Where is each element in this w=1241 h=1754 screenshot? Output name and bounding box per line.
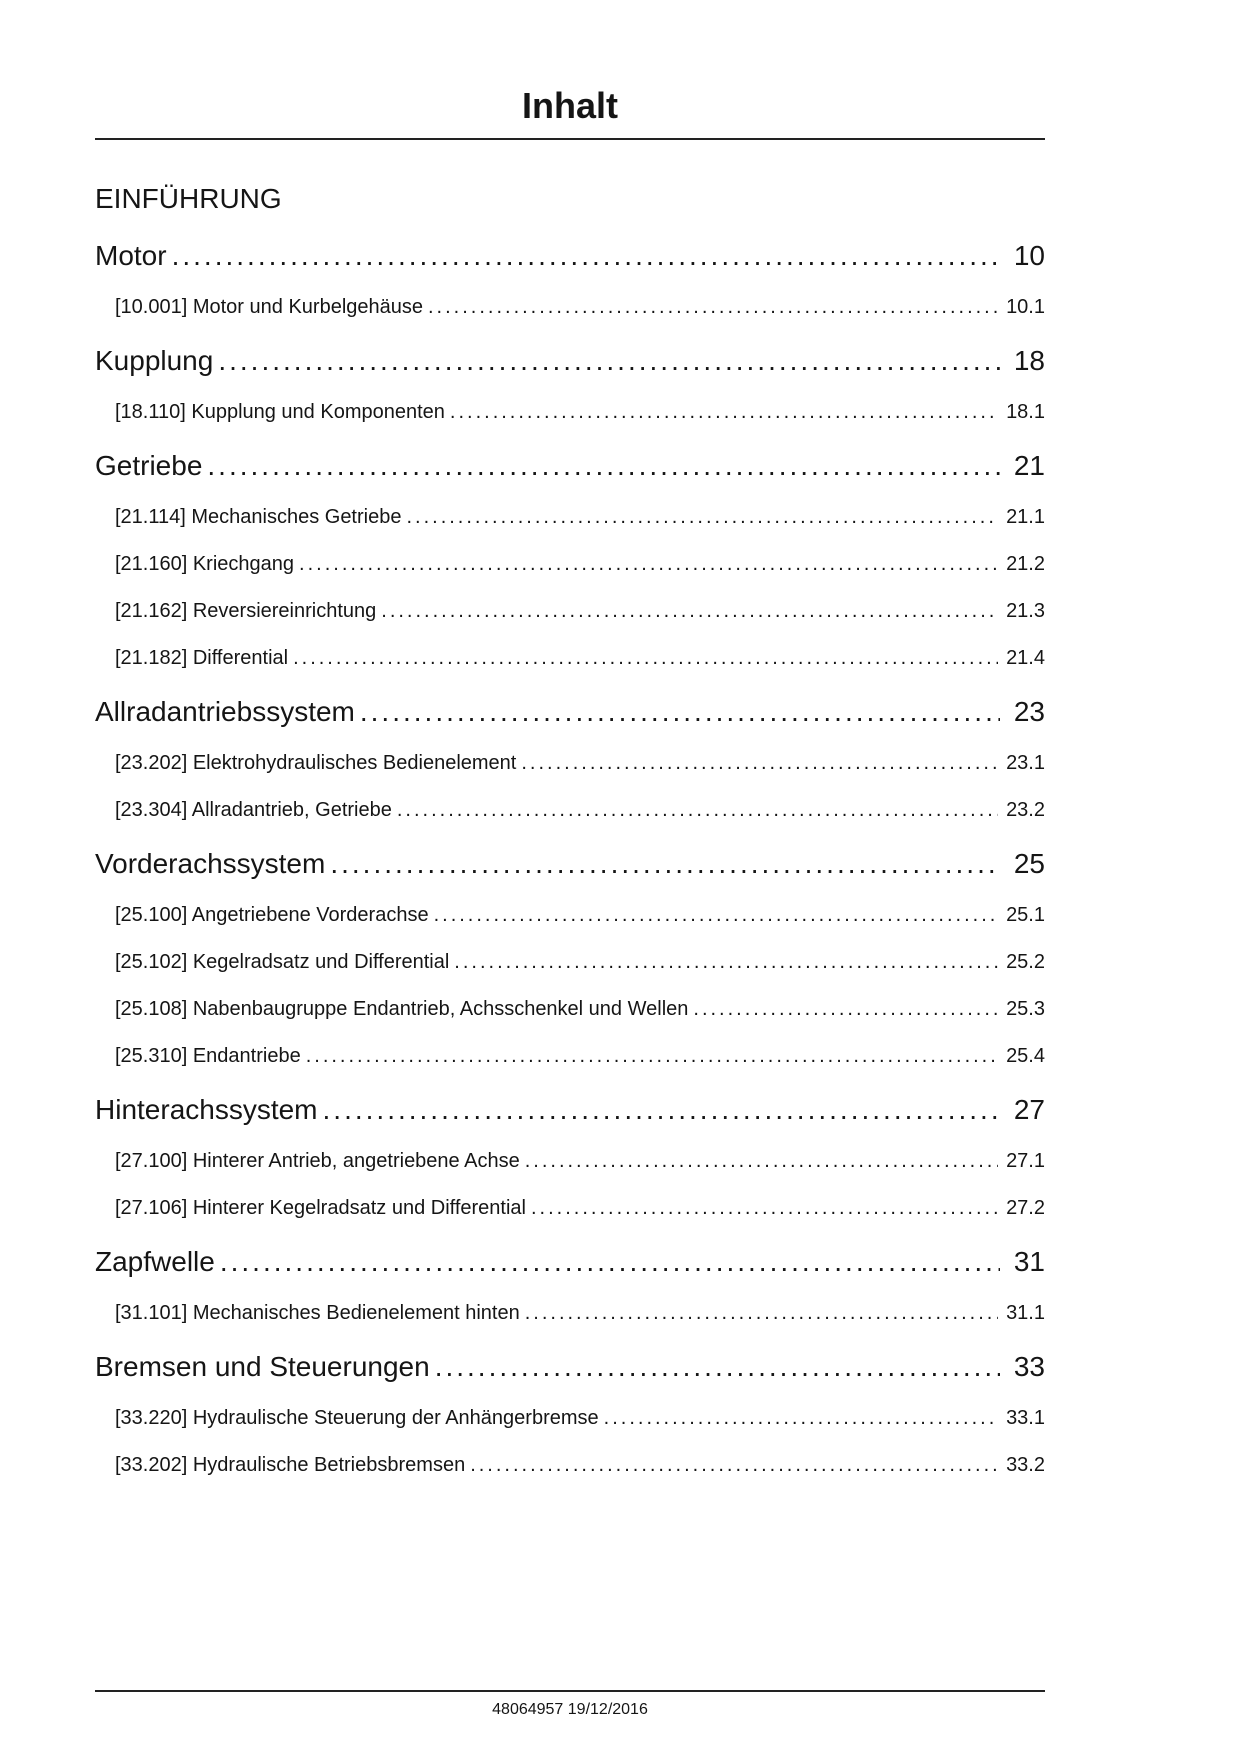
toc-entry-page: 27 (1013, 1094, 1045, 1125)
dot-leader (220, 1244, 1000, 1280)
toc-entry-label: [31.101] Mechanisches Bedienelement hinten (115, 1302, 520, 1324)
dot-leader (397, 797, 998, 824)
dot-leader (521, 750, 998, 777)
toc-entry-label: [25.102] Kegelradsatz und Differential (115, 951, 450, 973)
dot-leader (428, 294, 998, 321)
toc-row (95, 797, 1045, 824)
toc-row (95, 846, 1045, 882)
toc-row (95, 343, 1045, 379)
toc-entry-page: 27.1 (1006, 1150, 1045, 1172)
toc-entry-label: Zapfwelle (95, 1246, 215, 1277)
toc-entry-page: 31 (1013, 1246, 1045, 1277)
toc-row (95, 750, 1045, 777)
dot-leader (330, 846, 1000, 882)
toc-row (95, 1043, 1045, 1070)
toc-entry-page: 25.4 (1006, 1045, 1045, 1067)
dot-leader (381, 598, 998, 625)
toc-entry-label: [21.182] Differential (115, 647, 289, 669)
toc-entry-label: Motor (95, 240, 167, 271)
toc-entry-page: 18.1 (1006, 401, 1045, 423)
dot-leader (207, 448, 999, 484)
toc-entry-page: 10.1 (1006, 296, 1045, 318)
toc-row (95, 902, 1045, 929)
toc-entry-label: Getriebe (95, 450, 203, 481)
toc-row (95, 1148, 1045, 1175)
toc-row (95, 448, 1045, 484)
toc-entry-page: 21.4 (1006, 647, 1045, 669)
toc-entry-page: 23.1 (1006, 752, 1045, 774)
toc-row (95, 1349, 1045, 1385)
toc-entry-label: [33.202] Hydraulische Betriebsbremsen (115, 1454, 466, 1476)
page-footer (95, 1690, 1045, 1720)
dot-leader (172, 238, 1000, 274)
toc-entry-page: 18 (1013, 345, 1045, 376)
toc-row (95, 1244, 1045, 1280)
toc-entry-page: 31.1 (1006, 1302, 1045, 1324)
toc-row (95, 1300, 1045, 1327)
toc-row (95, 238, 1045, 274)
toc-entry-label: [10.001] Motor und Kurbelgehäuse (115, 296, 423, 318)
toc-entry-label: Hinterachssystem (95, 1094, 318, 1125)
dot-leader (525, 1148, 998, 1175)
toc-row (95, 694, 1045, 730)
toc-entry-page: 23 (1013, 696, 1045, 727)
toc-entry-page: 33.1 (1006, 1407, 1045, 1429)
dot-leader (454, 949, 998, 976)
toc-entry-label: [25.100] Angetriebene Vorderachse (115, 904, 429, 926)
title-divider (95, 138, 1045, 140)
toc-row (95, 1092, 1045, 1128)
toc-entry-page: 27.2 (1006, 1197, 1045, 1219)
toc-entry-page: 21.2 (1006, 553, 1045, 575)
toc-entry-label: [21.114] Mechanisches Getriebe (115, 506, 402, 528)
toc-row (95, 1452, 1045, 1479)
dot-leader (218, 343, 1000, 379)
toc-entry-label: [21.162] Reversiereinrichtung (115, 600, 377, 622)
dot-leader (470, 1452, 998, 1479)
toc-row (95, 645, 1045, 672)
intro-heading: EINFÜHRUNG (95, 183, 282, 214)
footer-divider (95, 1690, 1045, 1692)
toc-entry-label: [25.310] Endantriebe (115, 1045, 301, 1067)
toc-row (95, 294, 1045, 321)
toc-entry-page: 25.3 (1006, 998, 1045, 1020)
toc-row (95, 598, 1045, 625)
toc-row (95, 504, 1045, 531)
toc-row (95, 399, 1045, 426)
toc-entry-label: Allradantriebssystem (95, 696, 355, 727)
footer-text: 48064957 19/12/2016 (492, 1701, 648, 1718)
toc-entry-label: Kupplung (95, 345, 214, 376)
dot-leader (693, 996, 998, 1023)
dot-leader (525, 1300, 998, 1327)
toc-entry-label: Bremsen und Steuerungen (95, 1351, 430, 1382)
toc-entry-label: [23.202] Elektrohydraulisches Bedienelement (115, 752, 517, 774)
dot-leader (531, 1195, 998, 1222)
dot-leader (299, 551, 998, 578)
toc-entry-label: [21.160] Kriechgang (115, 553, 295, 575)
toc-entry-page: 21.1 (1006, 506, 1045, 528)
toc-entry-label: [23.304] Allradantrieb, Getriebe (115, 799, 392, 821)
page-title: Inhalt (522, 85, 618, 126)
toc-entry-label: Vorderachssystem (95, 848, 326, 879)
dot-leader (434, 902, 998, 929)
dot-leader (450, 399, 998, 426)
toc-entry-label: [27.100] Hinterer Antrieb, angetriebene Achse (115, 1150, 520, 1172)
toc-entry-page: 21.3 (1006, 600, 1045, 622)
toc-entry-page: 33.2 (1006, 1454, 1045, 1476)
toc-entry-page: 21 (1013, 450, 1045, 481)
toc-row (95, 1405, 1045, 1432)
dot-leader (293, 645, 998, 672)
toc-row (95, 996, 1045, 1023)
toc-entry-label: [27.106] Hinterer Kegelradsatz und Differential (115, 1197, 526, 1219)
dot-leader (323, 1092, 1000, 1128)
toc-entry-page: 23.2 (1006, 799, 1045, 821)
dot-leader (360, 694, 1000, 730)
toc-entry-label: [18.110] Kupplung und Komponenten (115, 401, 445, 423)
toc-entry-page: 25 (1013, 848, 1045, 879)
toc-entry-page: 25.2 (1006, 951, 1045, 973)
dot-leader (435, 1349, 1000, 1385)
toc-row (95, 551, 1045, 578)
toc-entry-label: [33.220] Hydraulische Steuerung der Anhängerbremse (115, 1407, 599, 1429)
toc-list (95, 216, 1045, 1479)
dot-leader (604, 1405, 998, 1432)
toc-row (95, 1195, 1045, 1222)
toc-entry-page: 10 (1013, 240, 1045, 271)
toc-entry-page: 25.1 (1006, 904, 1045, 926)
dot-leader (406, 504, 998, 531)
toc-entry-page: 33 (1013, 1351, 1045, 1382)
toc-entry-label: [25.108] Nabenbaugruppe Endantrieb, Achsschenkel und Wellen (115, 998, 689, 1020)
toc-row (95, 949, 1045, 976)
dot-leader (306, 1043, 998, 1070)
